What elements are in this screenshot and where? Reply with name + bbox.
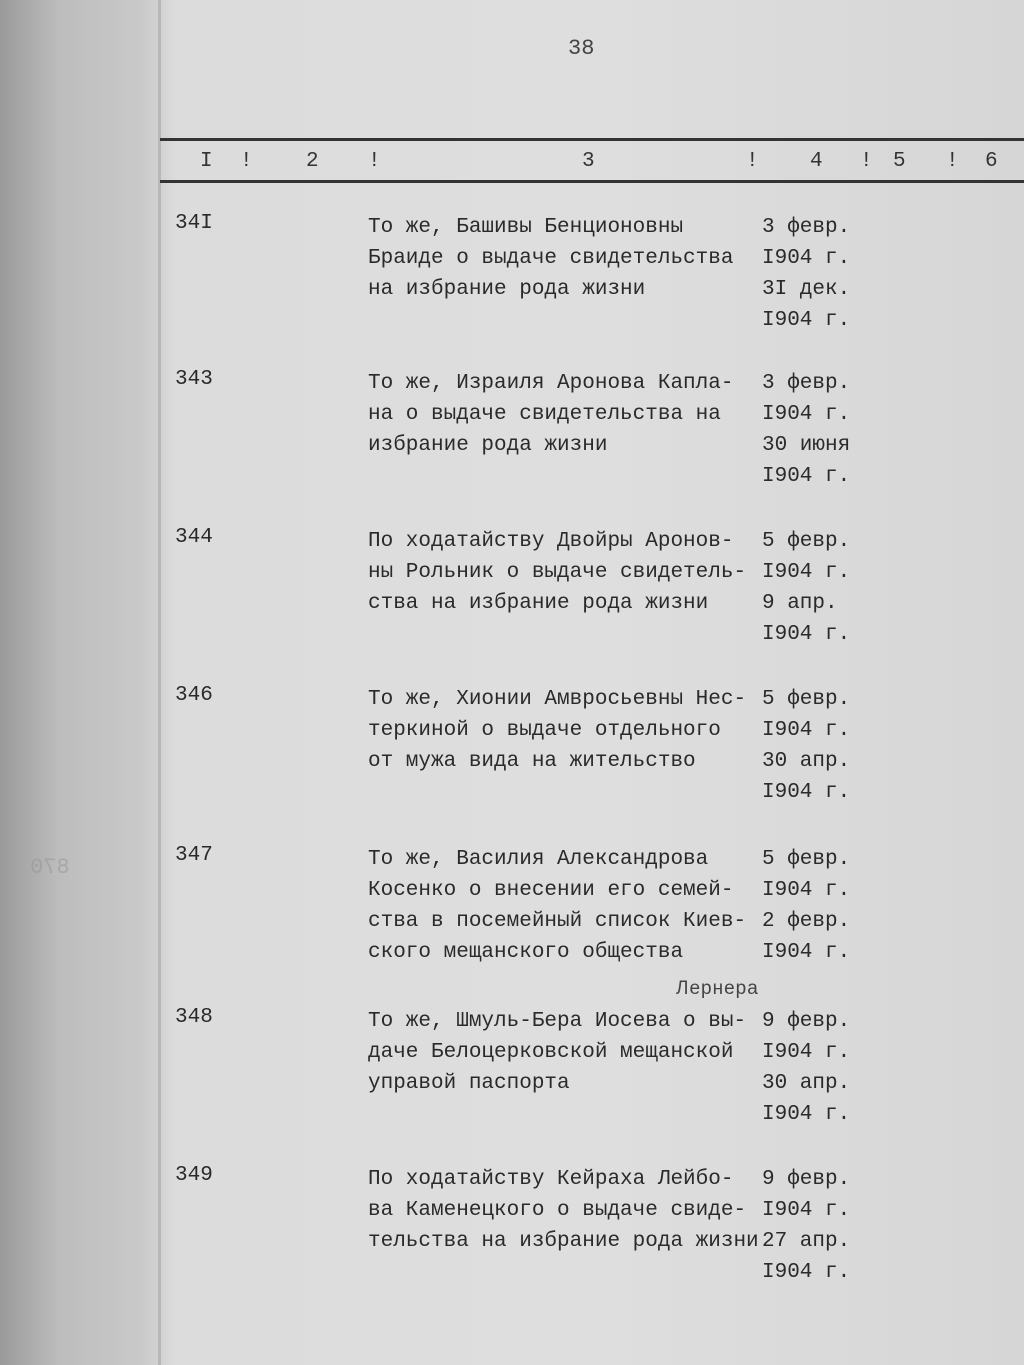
header-bottom-rule [160, 180, 1024, 183]
entry-text-line: То же, Израиля Аронова Капла- [368, 372, 734, 395]
entry-text-line: То же, Хионии Амвросьевны Нес- [368, 688, 747, 711]
entry-text-line: По ходатайству Двойры Аронов- [368, 530, 734, 553]
entry-text-line: на избрание рода жизни [368, 278, 646, 301]
entry-text-line: Косенко о внесении его семей- [368, 879, 734, 902]
entry-number: 343 [175, 368, 213, 391]
col-separator: ! [746, 150, 759, 173]
col-header-6: 6 [985, 150, 998, 173]
entry-date-line: I904 г. [762, 561, 851, 584]
entry-date-line: 5 февр. [762, 688, 851, 711]
entry-text-line: То же, Башивы Бенционовны [368, 216, 684, 239]
col-header-4: 4 [810, 150, 823, 173]
handwritten-correction: Лернера [676, 978, 759, 999]
entry-date-line: 30 июня [762, 434, 851, 457]
entry-text-line: тельства на избрание рода жизни [368, 1230, 759, 1253]
col-header-1: I [200, 150, 213, 173]
entry-date-line: 3I дек. [762, 278, 851, 301]
entry-text-line: даче Белоцерковской мещанской [368, 1041, 734, 1064]
entry-date-line: I904 г. [762, 309, 851, 332]
entry-text-line: ва Каменецкого о выдаче свиде- [368, 1199, 747, 1222]
entry-date-line: I904 г. [762, 879, 851, 902]
entry-text-line: По ходатайству Кейраха Лейбо- [368, 1168, 734, 1191]
col-header-2: 2 [306, 150, 319, 173]
entry-date-line: I904 г. [762, 403, 851, 426]
entry-text-line: на о выдаче свидетельства на [368, 403, 721, 426]
entry-date-line: 27 апр. [762, 1230, 851, 1253]
entry-date-line: I904 г. [762, 1103, 851, 1126]
col-separator: ! [240, 150, 253, 173]
entry-date-line: I904 г. [762, 1199, 851, 1222]
table-header [0, 150, 1024, 180]
entry-date-line: I904 г. [762, 247, 851, 270]
entry-date-line: 5 февр. [762, 848, 851, 871]
entry-number: 34I [175, 212, 213, 235]
entry-date-line: 9 апр. [762, 592, 838, 615]
entry-date-line: 30 апр. [762, 750, 851, 773]
entry-number: 344 [175, 526, 213, 549]
entry-number: 347 [175, 844, 213, 867]
entry-text-line: Браиде о выдаче свидетельства [368, 247, 734, 270]
page-number: 38 [568, 36, 595, 61]
entry-date-line: 3 февр. [762, 372, 851, 395]
bleed-through-text: 870 [30, 855, 70, 880]
col-separator: ! [860, 150, 873, 173]
col-header-3: 3 [582, 150, 595, 173]
col-header-5: 5 [893, 150, 906, 173]
page-edge [158, 0, 161, 1365]
entry-date-line: 9 февр. [762, 1168, 851, 1191]
col-separator: ! [368, 150, 381, 173]
entry-date-line: 3 февр. [762, 216, 851, 239]
entry-date-line: I904 г. [762, 623, 851, 646]
entry-date-line: I904 г. [762, 719, 851, 742]
entry-text-line: от мужа вида на жительство [368, 750, 696, 773]
entry-text-line: управой паспорта [368, 1072, 570, 1095]
entry-text-line: теркиной о выдаче отдельного [368, 719, 721, 742]
header-top-rule [160, 138, 1024, 141]
col-separator: ! [946, 150, 959, 173]
entry-date-line: I904 г. [762, 465, 851, 488]
entry-date-line: I904 г. [762, 1261, 851, 1284]
entry-date-line: 30 апр. [762, 1072, 851, 1095]
entry-date-line: 9 февр. [762, 1010, 851, 1033]
entry-date-line: I904 г. [762, 781, 851, 804]
entry-text-line: ства на избрание рода жизни [368, 592, 709, 615]
entry-text-line: ского мещанского общества [368, 941, 684, 964]
entry-number: 346 [175, 684, 213, 707]
entry-text-line: ны Рольник о выдаче свидетель- [368, 561, 747, 584]
entry-date-line: I904 г. [762, 1041, 851, 1064]
entry-text-line: То же, Василия Александрова [368, 848, 709, 871]
entry-number: 349 [175, 1164, 213, 1187]
entry-date-line: I904 г. [762, 941, 851, 964]
entry-number: 348 [175, 1006, 213, 1029]
entry-text-line: избрание рода жизни [368, 434, 608, 457]
entry-text-line: ства в посемейный список Киев- [368, 910, 747, 933]
entry-date-line: 2 февр. [762, 910, 851, 933]
entry-date-line: 5 февр. [762, 530, 851, 553]
entry-text-line: То же, Шмуль-Бера Иосева о вы- [368, 1010, 747, 1033]
